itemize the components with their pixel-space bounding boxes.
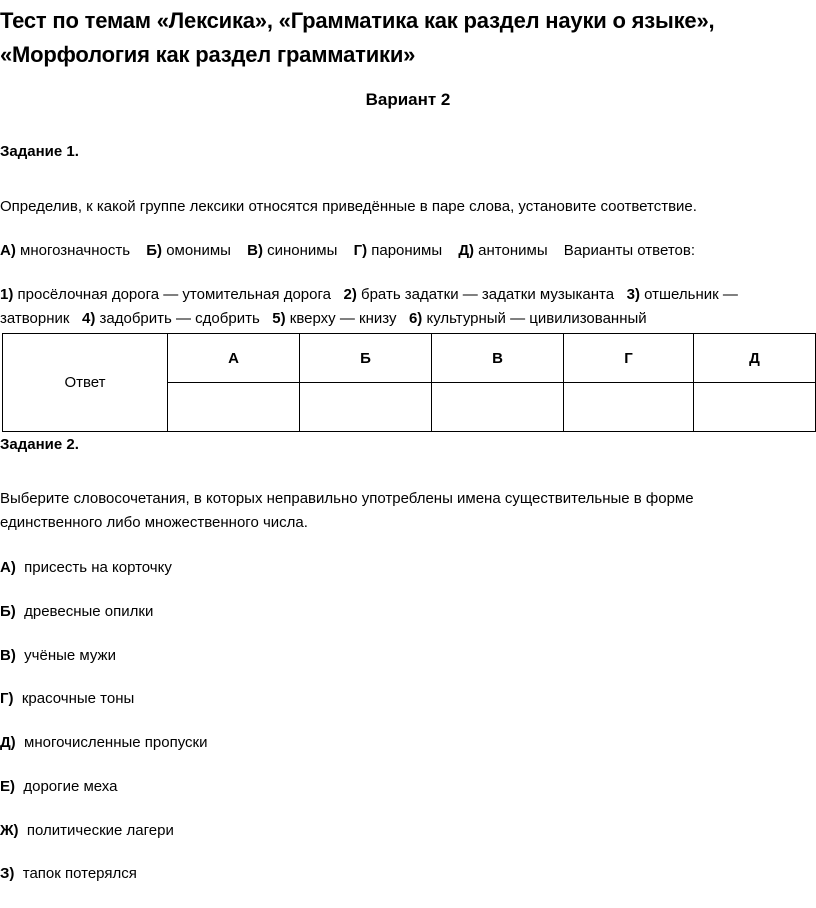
item-text: дорогие меха	[23, 778, 118, 795]
option-letter: А)	[0, 242, 16, 259]
item-text: красочные тоны	[21, 690, 135, 707]
option-text: антонимы	[478, 242, 548, 259]
item-text: тапок потерялся	[22, 865, 137, 882]
item-letter: Б)	[0, 603, 16, 620]
pair-text: отшельник —	[644, 286, 738, 303]
list-item	[0, 734, 207, 751]
option-letter: В)	[247, 242, 263, 259]
answers-label: Варианты ответов:	[563, 242, 696, 259]
list-item	[0, 822, 174, 839]
item-letter: Е)	[0, 778, 15, 795]
item-letter: В)	[0, 647, 16, 664]
list-item	[0, 865, 137, 882]
pair-number: 6)	[408, 310, 423, 327]
answer-cell[interactable]	[694, 383, 816, 432]
title-line-2: «Морфология как раздел грамматики»	[0, 42, 416, 67]
answer-column-header: А	[168, 334, 300, 383]
answer-column-header: Д	[694, 334, 816, 383]
task-1-pairs-line-2	[0, 310, 647, 327]
pair-text: кверху — книзу	[289, 310, 397, 327]
answer-cell[interactable]	[300, 383, 432, 432]
answer-column-header: В	[432, 334, 564, 383]
item-text: присесть на корточку	[24, 559, 172, 576]
title-line-1: Тест по темам «Лексика», «Грамматика как раздел науки о языке»,	[0, 8, 715, 33]
pair-number: 3)	[626, 286, 640, 303]
item-letter: З)	[0, 865, 15, 882]
item-text: древесные опилки	[24, 603, 154, 620]
pair-number: 4)	[82, 310, 96, 327]
list-item	[0, 603, 153, 620]
pair-number: 1)	[0, 286, 14, 303]
list-item	[0, 690, 134, 707]
answer-column-header: Б	[300, 334, 432, 383]
item-letter: Д)	[0, 734, 16, 751]
option-text: омонимы	[166, 242, 231, 259]
task-1-instruction: Определив, к какой группе лексики относятся приведённые в паре слова, установите соответствие.	[0, 198, 697, 215]
option-text: синонимы	[267, 242, 338, 259]
answer-row-label: Ответ	[3, 334, 168, 432]
task-1-options	[0, 242, 695, 259]
pair-text: задобрить — сдобрить	[99, 310, 260, 327]
list-item	[0, 559, 172, 576]
option-text: паронимы	[371, 242, 443, 259]
answer-table	[2, 333, 816, 432]
answer-cell[interactable]	[432, 383, 564, 432]
answer-cell[interactable]	[564, 383, 694, 432]
pair-text: просёлочная дорога — утомительная дорога	[17, 286, 331, 303]
list-item	[0, 647, 116, 664]
option-letter: Б)	[146, 242, 163, 259]
option-text: многозначность	[20, 242, 131, 259]
item-text: политические лагери	[26, 822, 174, 839]
pair-number: 2)	[343, 286, 357, 303]
answer-cell[interactable]	[168, 383, 300, 432]
answer-column-header: Г	[564, 334, 694, 383]
list-item	[0, 778, 117, 795]
task-1-heading: Задание 1.	[0, 143, 79, 160]
option-letter: Г)	[353, 242, 368, 259]
item-letter: Г)	[0, 690, 14, 707]
task-2-instruction-line-1: Выберите словосочетания, в которых неправильно употреблены имена существительные в форме	[0, 490, 694, 507]
item-text: многочисленные пропуски	[24, 734, 208, 751]
task-1-pairs-line-1	[0, 286, 738, 303]
option-letter: Д)	[458, 242, 474, 259]
pair-number: 5)	[272, 310, 286, 327]
item-text: учёные мужи	[24, 647, 116, 664]
pair-text: брать задатки — задатки музыканта	[361, 286, 615, 303]
task-2-instruction-line-2: единственного либо множественного числа.	[0, 514, 308, 531]
item-letter: Ж)	[0, 822, 19, 839]
variant-heading: Вариант 2	[365, 90, 451, 109]
pair-text: затворник	[0, 310, 70, 327]
item-letter: А)	[0, 559, 16, 576]
task-2-heading: Задание 2.	[0, 436, 79, 453]
pair-text: культурный — цивилизованный	[426, 310, 647, 327]
